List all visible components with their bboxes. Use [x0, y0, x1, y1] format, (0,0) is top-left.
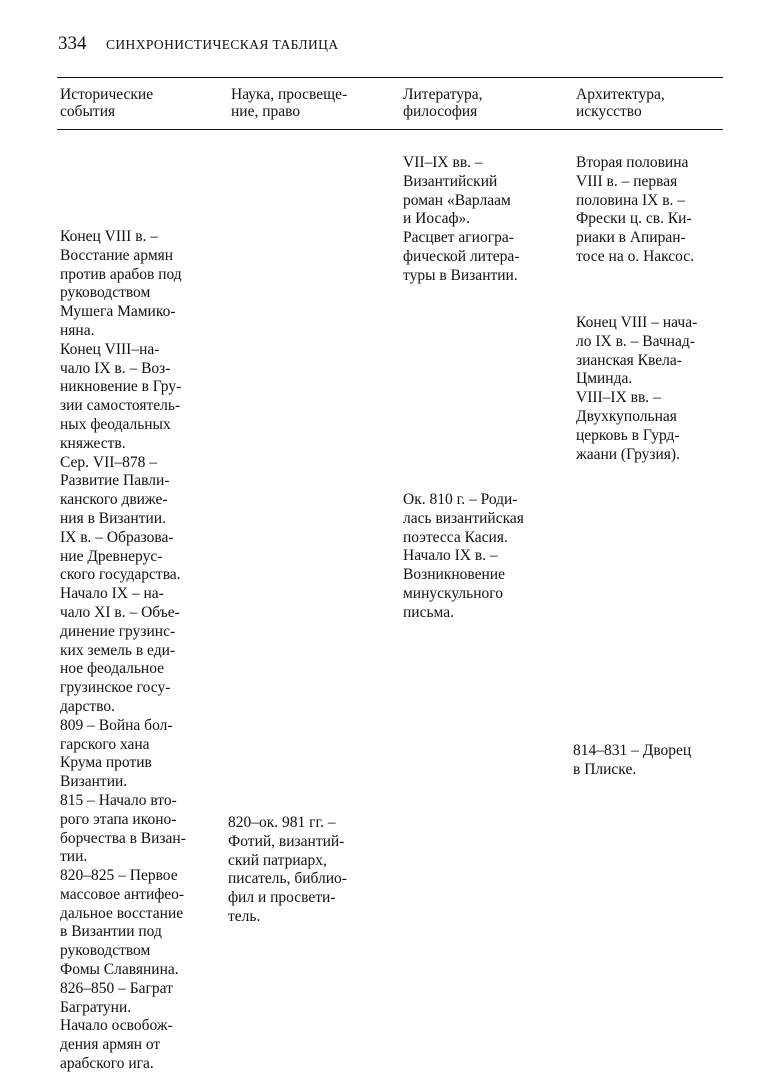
entry-line: руководством — [60, 284, 151, 302]
entry-line: княжеств. — [60, 434, 126, 452]
entry-line: 814–831 – Дворец — [573, 742, 692, 759]
entry-line: 820–825 – Первое — [60, 867, 178, 885]
entry-line: Византийский — [403, 172, 498, 190]
entry-line: тосе на о. Наксос. — [576, 247, 695, 265]
entry-line: ского государства. — [60, 566, 181, 584]
entry-line: Фомы Славянина. — [60, 961, 179, 979]
entry-line: арабского ига. — [60, 1055, 154, 1073]
entry-line: Крума против — [60, 754, 152, 772]
entry-line: ский патриарх, — [228, 851, 327, 869]
entry-line: руководством — [60, 942, 151, 960]
entry-line: письма. — [403, 603, 454, 621]
entry-line: тель. — [228, 907, 261, 925]
entry-line: чало XI в. – Объе- — [60, 603, 180, 621]
entry-line: дальное восстание — [60, 904, 184, 922]
entry-line: против арабов под — [60, 265, 182, 283]
entry-line: Возникновение — [403, 566, 505, 584]
entry-line: фил и просвети- — [228, 889, 336, 907]
entry-line: писатель, библио- — [228, 870, 347, 888]
entry-line: Развитие Павли- — [60, 472, 170, 490]
column-header-line: события — [60, 103, 116, 120]
entry-line: Мушега Мамико- — [60, 303, 176, 321]
entry-line: в Византии под — [60, 923, 162, 941]
column-header-line: ние, право — [231, 103, 301, 120]
entry-line: дарство. — [60, 697, 116, 715]
entry-line: Начало IX – на- — [60, 585, 164, 603]
entry-line: ло IX в. – Вачнад- — [576, 332, 695, 350]
entry-line: динение грузинс- — [60, 622, 176, 640]
entry-line: ких земель в еди- — [60, 641, 176, 659]
entry-line: Цминда. — [576, 370, 633, 388]
entry-line: Конец VIII – нача- — [576, 314, 698, 331]
entry-art-1 — [576, 314, 697, 464]
entry-line: церковь в Гурд- — [576, 426, 680, 444]
entry-line: канского движе- — [60, 491, 168, 509]
entry-line: рого этапа иконо- — [60, 810, 177, 828]
table-header-rule — [57, 129, 723, 130]
entry-line: минускульного — [403, 584, 503, 602]
page-number: 334 — [58, 33, 87, 54]
entry-line: Конец VIII–на- — [60, 340, 160, 358]
entry-line: Двухкупольная — [576, 407, 677, 425]
column-header-literature — [403, 86, 483, 120]
entry-line: VIII в. – первая — [576, 172, 678, 190]
entry-line: никновение в Гру- — [60, 378, 182, 396]
entry-line: VII–IX вв. – — [403, 154, 483, 171]
entry-literature-1 — [403, 491, 524, 623]
entry-line: зии самостоятель- — [60, 397, 181, 415]
column-header-art — [576, 86, 665, 120]
column-header-line: Наука, просвеще- — [231, 86, 348, 103]
entry-line: зианская Квела- — [576, 351, 682, 369]
entry-line: ния в Византии. — [60, 509, 166, 527]
column-header-science — [231, 86, 347, 120]
entry-line: Византии. — [60, 773, 128, 791]
column-header-line: Исторические — [60, 86, 154, 103]
entry-line: Расцвет агиогра- — [403, 229, 514, 247]
entry-literature-0 — [403, 154, 519, 286]
entry-line: Фрески ц. св. Ки- — [576, 210, 692, 228]
entry-line: Вторая половина — [576, 154, 689, 171]
entry-line: IX в. – Образова- — [60, 528, 174, 546]
entry-science-0 — [228, 814, 347, 927]
running-head: СИНХРОНИСТИЧЕСКАЯ ТАБЛИЦА — [106, 37, 339, 52]
table-top-rule — [57, 77, 723, 78]
entry-line: Ок. 810 г. – Роди- — [403, 491, 518, 508]
entry-line: дения армян от — [60, 1036, 161, 1054]
entry-line: Восстание армян — [60, 246, 174, 264]
column-header-history — [60, 86, 153, 120]
entry-line: массовое антифео- — [60, 885, 185, 903]
column-header-line: философия — [403, 103, 478, 120]
entry-line: 815 – Начало вто- — [60, 791, 177, 809]
entry-line: фической литера- — [403, 247, 520, 265]
entry-line: туры в Византии. — [403, 266, 518, 284]
column-header-line: Архитектура, — [576, 86, 665, 103]
entry-line: тии. — [60, 848, 88, 866]
entry-line: 826–850 – Баграт — [60, 979, 173, 997]
entry-line: риаки в Апиран- — [576, 229, 686, 247]
entry-line: ние Древнерус- — [60, 547, 163, 565]
entry-line: жаани (Грузия). — [576, 445, 680, 463]
entry-art-2 — [573, 742, 691, 780]
entry-line: Начало освобож- — [60, 1017, 173, 1035]
entry-line: роман «Варлаам — [403, 191, 511, 209]
entry-line: в Плиске. — [573, 760, 637, 778]
entry-line: поэтесса Касия. — [403, 528, 508, 546]
entry-line: ных феодальных — [60, 415, 171, 433]
entry-line: и Иосаф». — [403, 210, 471, 228]
entry-line: няна. — [60, 321, 95, 339]
entry-line: ное феодальное — [60, 660, 165, 678]
entry-line: 809 – Война бол- — [60, 716, 173, 734]
entry-line: Начало IX в. – — [403, 547, 498, 565]
entry-line: половина IX в. – — [576, 191, 686, 209]
entry-art-0 — [576, 154, 694, 267]
entry-line: Багратуни. — [60, 998, 132, 1016]
entry-line: грузинское госу- — [60, 679, 171, 697]
entry-line: 820–ок. 981 гг. – — [228, 814, 336, 831]
entry-line: Фотий, византий- — [228, 832, 345, 850]
entry-line: чало IX в. – Воз- — [60, 359, 171, 377]
entry-line: лась византийская — [403, 509, 524, 527]
entry-line: Сер. VII–878 – — [60, 453, 158, 471]
entry-line: гарского хана — [60, 735, 150, 753]
column-header-line: искусство — [576, 103, 642, 120]
column-header-line: Литература, — [403, 86, 483, 103]
entry-line: борчества в Визан- — [60, 829, 186, 847]
entry-line: VIII–IX вв. – — [576, 389, 661, 407]
entry-history-0 — [60, 228, 186, 1074]
entry-line: Конец VIII в. – — [60, 228, 159, 245]
